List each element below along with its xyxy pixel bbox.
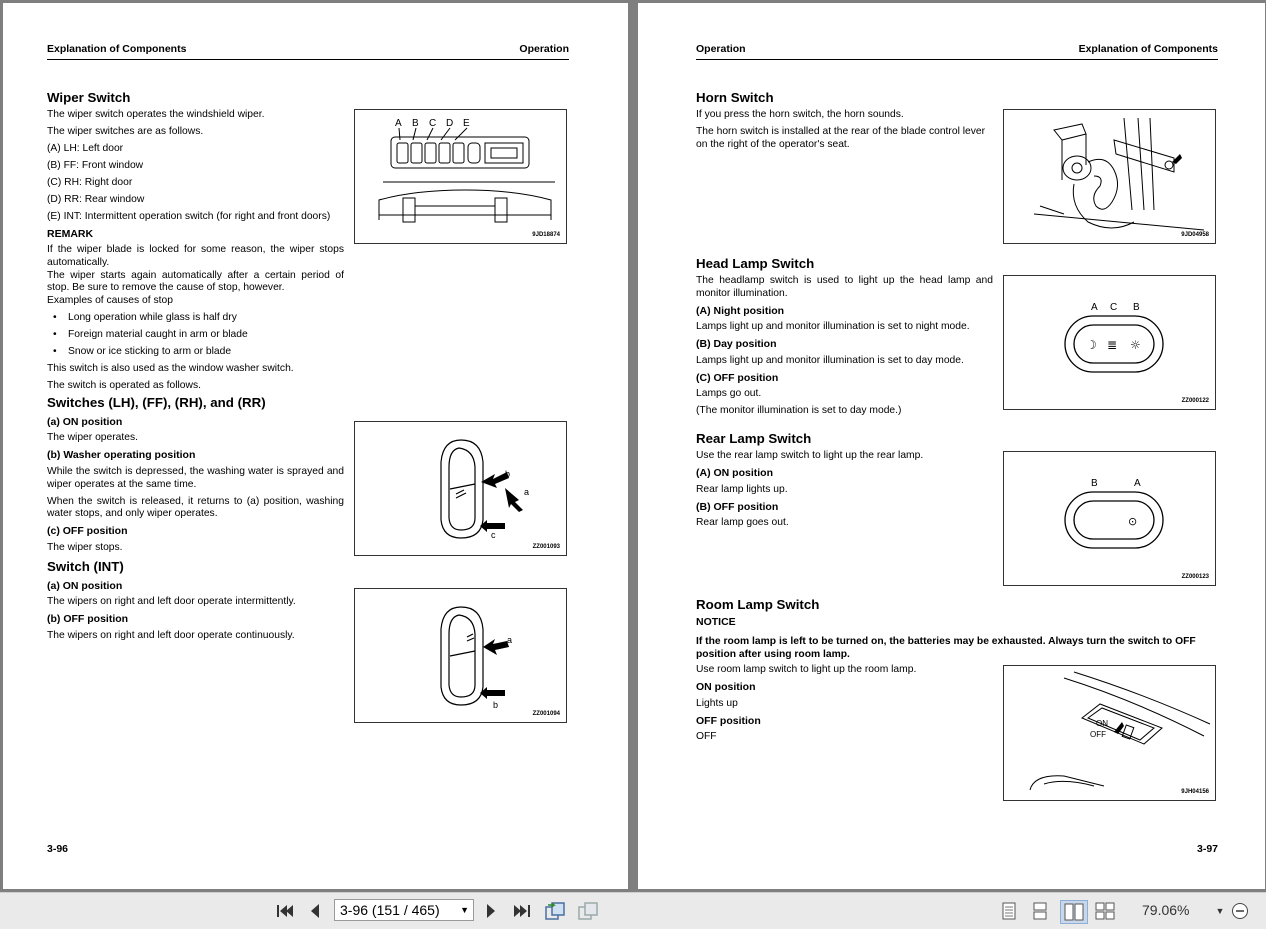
wiper-panel-drawing xyxy=(355,110,568,245)
rear-lamp-switch-drawing xyxy=(1004,452,1217,587)
sun-icon: ☼ xyxy=(1130,338,1141,352)
remark-title: REMARK xyxy=(47,227,94,240)
list-item: (D) RR: Rear window xyxy=(47,193,145,205)
page-number-input[interactable] xyxy=(334,899,474,921)
paragraph: The wiper stops. xyxy=(47,541,123,553)
header-rule xyxy=(696,59,1218,60)
room-lamp-section xyxy=(696,597,993,633)
room-lamp-switch-title: Room Lamp Switch xyxy=(696,597,820,612)
subheading: (A) Night position xyxy=(696,304,785,317)
figure-code: ZZ001093 xyxy=(532,544,560,550)
paragraph: The wipers on right and left door operate intermittently. xyxy=(47,596,296,608)
rocker-switch-figure xyxy=(354,421,567,556)
horn-switch-title: Horn Switch xyxy=(696,90,774,105)
label-a: A xyxy=(395,118,402,129)
paragraph: If you press the horn switch, the horn sounds. xyxy=(696,109,904,120)
rocker-switch-drawing xyxy=(355,422,568,557)
int-switch-drawing xyxy=(355,589,568,724)
page-number-value: 3-96 (151 / 465) xyxy=(340,902,440,918)
page-number: 3-96 xyxy=(47,843,69,855)
paragraph: The wiper operates. xyxy=(47,432,139,444)
horn-lever-drawing xyxy=(1004,110,1217,245)
bullet-item: • Snow or ice sticking to arm or blade xyxy=(47,346,344,359)
bullet-item: • Foreign material caught in arm or blade xyxy=(47,329,344,342)
paragraph: While the switch is depressed, the washing water is sprayed and wiper operates at the same time. xyxy=(47,465,344,490)
paragraph: Rear lamp lights up. xyxy=(696,483,788,495)
subheading: (c) OFF position xyxy=(47,525,128,538)
subheading: (b) OFF position xyxy=(47,613,129,626)
figure-code: ZZ001094 xyxy=(532,711,560,717)
paragraph: The wiper switches are as follows. xyxy=(47,125,204,137)
paragraph: Examples of causes of stop xyxy=(47,294,173,306)
subheading: OFF position xyxy=(696,714,761,727)
headlamp-switch-figure xyxy=(1003,275,1216,410)
first-page-icon[interactable] xyxy=(274,901,296,921)
horn-switch-figure xyxy=(1003,109,1216,244)
head-lamp-switch-title: Head Lamp Switch xyxy=(696,256,815,271)
figure-code: 9JD04958 xyxy=(1181,232,1209,238)
headlamp-section xyxy=(696,256,993,422)
paragraph: The wipers on right and left door operate continuously. xyxy=(47,629,295,641)
paragraph: Rear lamp goes out. xyxy=(696,517,789,529)
horn-section xyxy=(696,90,993,156)
page-number: 3-97 xyxy=(1196,843,1218,855)
header-left: Explanation of Components xyxy=(47,43,187,55)
label-a: A xyxy=(1091,302,1098,313)
subheading: (C) OFF position xyxy=(696,371,779,384)
prev-page-icon[interactable] xyxy=(306,901,324,921)
list-item: (E) INT: Intermittent operation switch (for right and front doors) xyxy=(47,210,331,222)
label-b: B xyxy=(1133,302,1140,313)
two-page-icon[interactable] xyxy=(1060,900,1088,924)
subheading: (B) Day position xyxy=(696,338,777,351)
zoom-out-icon[interactable] xyxy=(1230,901,1250,921)
notice-text: If the room lamp is left to be turned on, the batteries may be exhausted. Always turn the switch to OFF position after using room lamp. xyxy=(696,636,1196,660)
subheading: ON position xyxy=(696,680,756,693)
room-lamp-drawing xyxy=(1004,666,1217,802)
paragraph: The horn switch is installed at the rear of the blade control lever on the right of the operator's seat. xyxy=(696,125,986,150)
zoom-dropdown-icon[interactable]: ▼ xyxy=(1215,906,1225,916)
rear-lamp-section xyxy=(696,431,993,534)
paragraph: Use the rear lamp switch to light up the rear lamp. xyxy=(696,450,924,461)
label-b: b xyxy=(505,469,511,479)
header-left: Operation xyxy=(696,43,746,55)
bullet-item: • Long operation while glass is half dry xyxy=(47,312,344,325)
subheading: (a) ON position xyxy=(47,579,123,592)
label-c: C xyxy=(429,118,437,129)
go-back-icon[interactable] xyxy=(542,901,568,921)
go-forward-icon[interactable] xyxy=(575,901,601,921)
switches-title: Switches (LH), (FF), (RH), and (RR) xyxy=(47,394,266,410)
label-d: D xyxy=(446,118,454,129)
int-switch-figure xyxy=(354,588,567,723)
switch-int-title: Switch (INT) xyxy=(47,558,124,574)
wiper-switch-figure xyxy=(354,109,567,244)
last-page-icon[interactable] xyxy=(511,901,533,921)
single-page-icon[interactable] xyxy=(998,901,1020,921)
label-b: B xyxy=(412,118,419,129)
label-b: b xyxy=(493,700,499,710)
paragraph: Lamps light up and monitor illumination is set to day mode. xyxy=(696,354,964,366)
label-a: a xyxy=(507,635,513,645)
room-lamp-body xyxy=(696,664,993,748)
moon-icon: ☽ xyxy=(1086,338,1097,352)
zoom-level[interactable]: 79.06% xyxy=(1142,902,1190,918)
left-page xyxy=(3,3,628,889)
label-a: a xyxy=(524,487,530,497)
subheading: (b) Washer operating position xyxy=(47,449,196,462)
label-off: OFF xyxy=(1090,730,1106,739)
rear-lamp-switch-title: Rear Lamp Switch xyxy=(696,431,812,446)
causes-list xyxy=(47,312,344,359)
label-a: A xyxy=(1134,478,1141,489)
paragraph: This switch is also used as the window washer switch. xyxy=(47,362,294,374)
paragraph: The wiper switch operates the windshield wiper. xyxy=(47,109,265,120)
label-c: c xyxy=(491,530,496,540)
subheading: (A) ON position xyxy=(696,466,773,479)
paragraph: The wiper starts again automatically after a certain period of stop. Be sure to remove the cause of stop, however. xyxy=(47,269,344,294)
chevron-down-icon[interactable]: ▼ xyxy=(460,905,469,915)
wiper-switch-title: Wiper Switch xyxy=(47,90,131,105)
left-text-column xyxy=(47,90,344,647)
list-item: (C) RH: Right door xyxy=(47,176,133,188)
continuous-icon[interactable] xyxy=(1029,901,1051,921)
paragraph: Lamps go out. xyxy=(696,388,762,400)
list-item: (B) FF: Front window xyxy=(47,159,144,171)
rear-lamp-switch-figure xyxy=(1003,451,1216,586)
paragraph: Lamps light up and monitor illumination is set to night mode. xyxy=(696,321,970,333)
headlamp-switch-drawing xyxy=(1004,276,1217,411)
paragraph: (The monitor illumination is set to day mode.) xyxy=(696,405,902,417)
header-right: Explanation of Components xyxy=(1078,43,1218,55)
label-c: C xyxy=(1110,302,1118,313)
paragraph: Use room lamp switch to light up the room lamp. xyxy=(696,664,917,675)
paragraph: When the switch is released, it returns to (a) position, washing water stops, and only wiper operates. xyxy=(47,495,344,520)
list-item: (A) LH: Left door xyxy=(47,142,124,154)
label-b: B xyxy=(1091,478,1098,489)
viewer-toolbar xyxy=(0,892,1266,929)
header-right: Operation xyxy=(519,43,569,55)
headlight-icon: ≣ xyxy=(1107,338,1118,352)
figure-code: ZZ000122 xyxy=(1181,398,1209,404)
label-e: E xyxy=(463,118,470,129)
right-page xyxy=(638,3,1265,889)
room-lamp-switch-figure xyxy=(1003,665,1216,801)
figure-code: 9JH04156 xyxy=(1181,789,1209,795)
subheading: (B) OFF position xyxy=(696,500,779,513)
label-on: ON xyxy=(1096,719,1108,728)
subheading: (a) ON position xyxy=(47,415,123,428)
rear-lamp-icon: ⊙ xyxy=(1128,515,1138,528)
paragraph: The switch is operated as follows. xyxy=(47,379,201,391)
next-page-icon[interactable] xyxy=(482,901,500,921)
paragraph: OFF xyxy=(696,731,717,743)
paragraph: Lights up xyxy=(696,697,738,709)
paragraph: The headlamp switch is used to light up the head lamp and monitor illumination. xyxy=(696,275,993,299)
header-rule xyxy=(47,59,569,60)
two-page-continuous-icon[interactable] xyxy=(1094,901,1116,921)
paragraph: If the wiper blade is locked for some reason, the wiper stops automatically. xyxy=(47,244,344,269)
figure-code: 9JD18874 xyxy=(532,232,560,238)
figure-code: ZZ000123 xyxy=(1181,574,1209,580)
notice-title: NOTICE xyxy=(696,616,736,628)
